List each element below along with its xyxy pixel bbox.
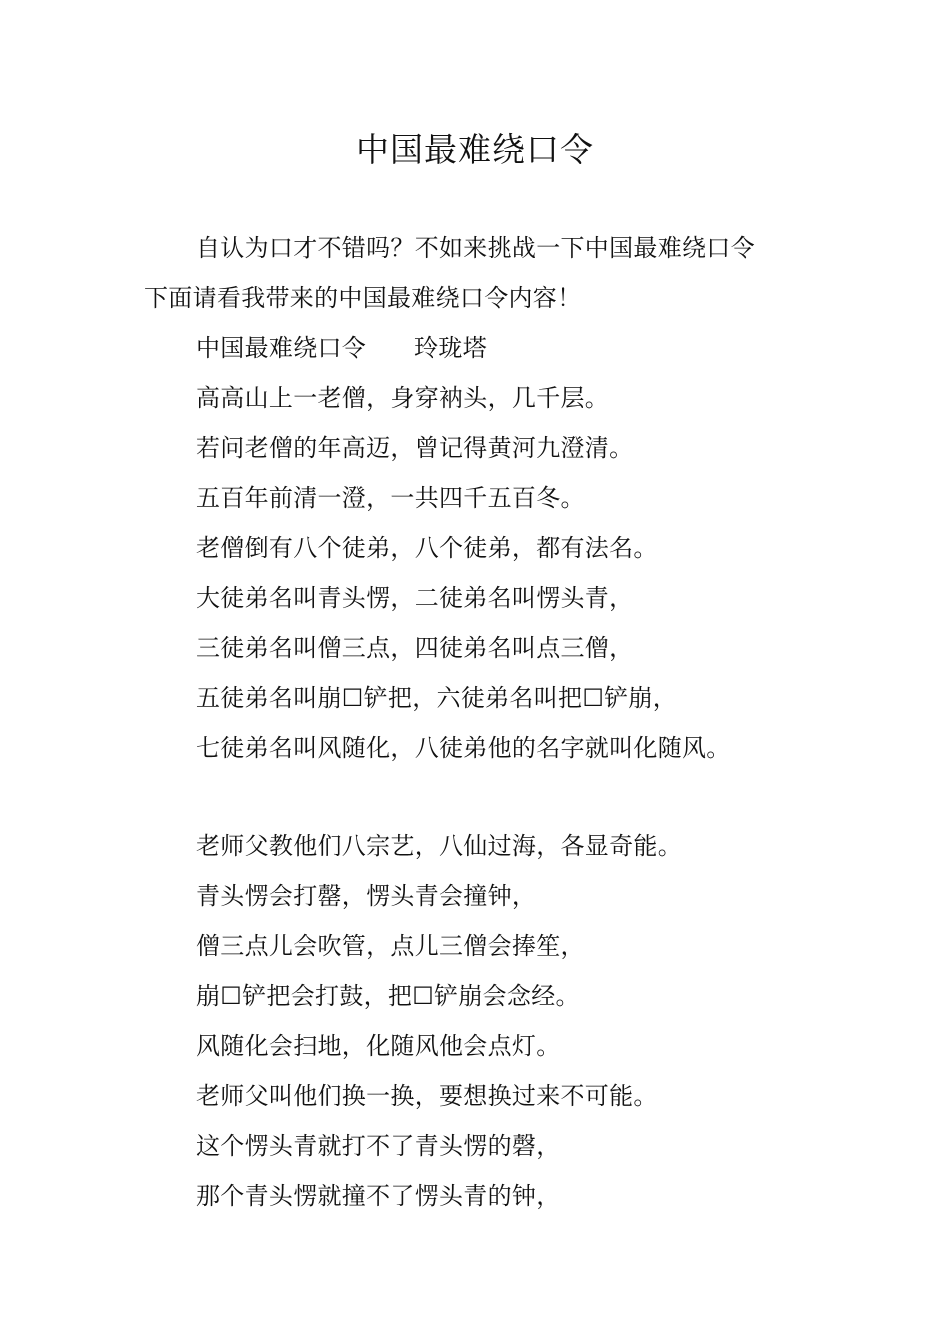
poem-heading: 中国最难绕口令 <box>196 334 367 362</box>
intro-line-1: 自认为口才不错吗？不如来挑战一下中国最难绕口令 <box>196 234 755 262</box>
poem-line: 僧三点儿会吹管，点儿三僧会捧笙， <box>196 932 585 960</box>
poem-line: 七徒弟名叫风随化，八徒弟他的名字就叫化随风。 <box>196 734 731 762</box>
poem-subtitle: 玲珑塔 <box>414 334 488 362</box>
poem-line: 青头愣会打罄，愣头青会撞钟， <box>196 882 537 910</box>
poem-line: 老僧倒有八个徒弟，八个徒弟，都有法名。 <box>196 534 658 562</box>
poem-line: 高高山上一老僧，身穿衲头，几千层。 <box>196 384 610 412</box>
poem-line: 风随化会扫地，化随风他会点灯。 <box>196 1032 561 1060</box>
poem-heading-line <box>196 332 487 364</box>
poem-line: 大徒弟名叫青头愣，二徒弟名叫愣头青， <box>196 584 634 612</box>
poem-line: 崩☐铲把会打鼓，把☐铲崩会念经。 <box>196 982 580 1010</box>
intro-line-2: 下面请看我带来的中国最难绕口令内容！ <box>144 284 582 312</box>
poem-line: 老师父教他们八宗艺，八仙过海，各显奇能。 <box>196 832 682 860</box>
poem-line: 老师父叫他们换一换，要想换过来不可能。 <box>196 1082 658 1110</box>
poem-line: 三徒弟名叫僧三点，四徒弟名叫点三僧， <box>196 634 634 662</box>
poem-line: 五徒弟名叫崩☐铲把，六徒弟名叫把☐铲崩， <box>196 684 678 712</box>
document-title: 中国最难绕口令 <box>356 130 594 169</box>
poem-line: 五百年前清一澄，一共四千五百冬。 <box>196 484 585 512</box>
poem-line: 若问老僧的年高迈，曾记得黄河九澄清。 <box>196 434 634 462</box>
poem-line: 这个愣头青就打不了青头愣的磬， <box>196 1132 561 1160</box>
poem-line: 那个青头愣就撞不了愣头青的钟， <box>196 1182 561 1210</box>
